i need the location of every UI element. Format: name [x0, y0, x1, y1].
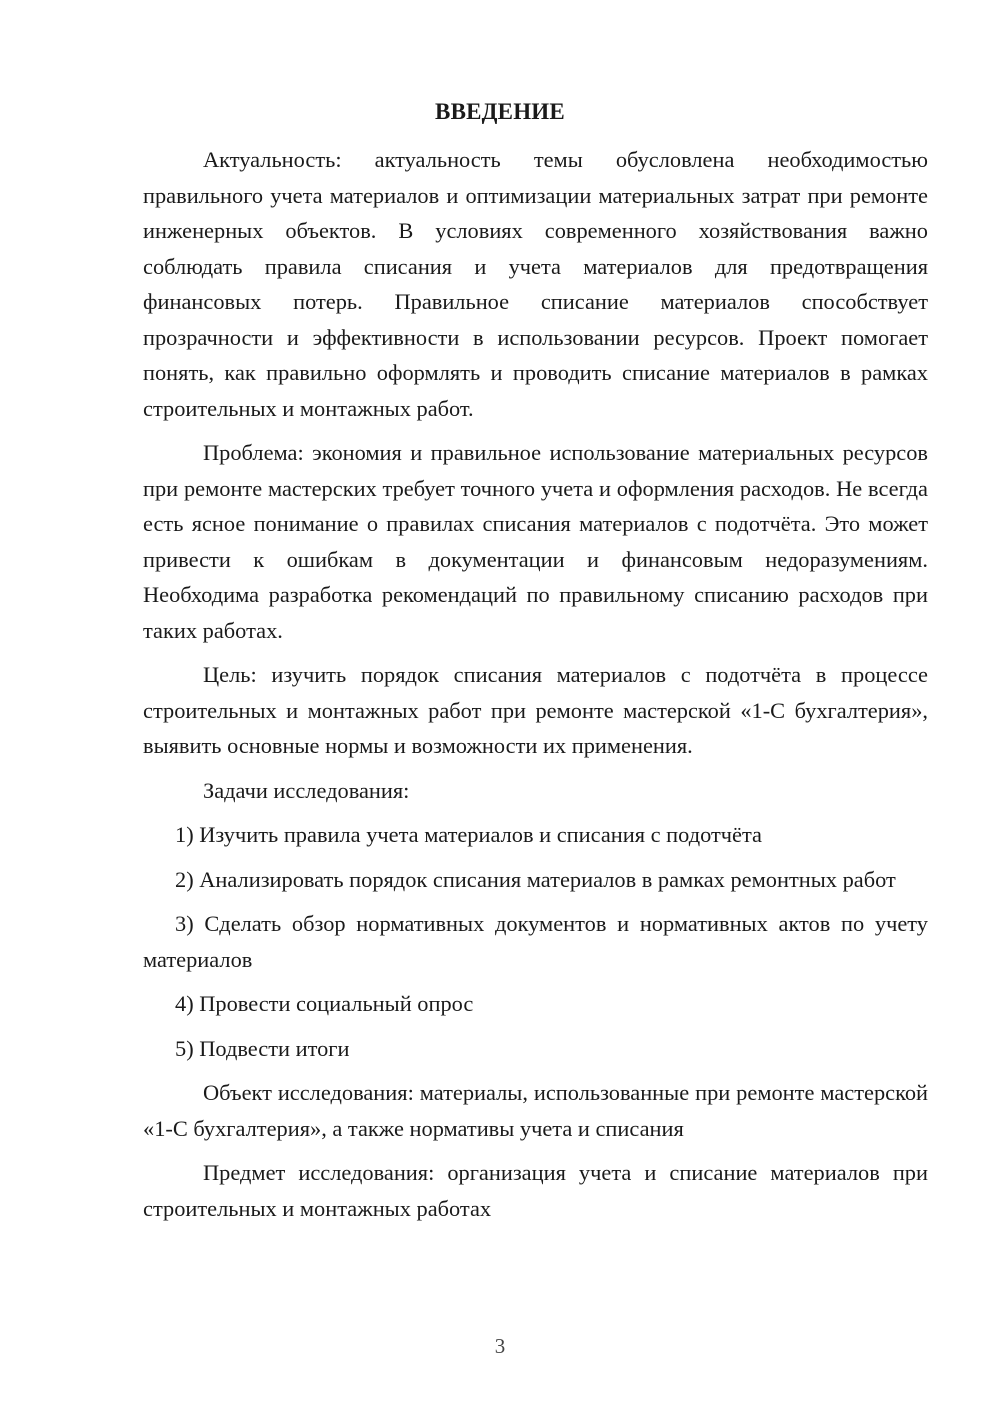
- paragraph-goal: Цель: изучить порядок списания материалов с подотчёта в процессе строительных и монтажных работ при ремонте мастерской «1-С бухгалтерия», выявить основные нормы и возможности их применения.: [143, 662, 928, 758]
- paragraph-subject: Предмет исследования: организация учета и списание материалов при строительных и монтажных работах: [143, 1160, 928, 1221]
- tasks-title: Задачи исследования:: [203, 777, 410, 803]
- paragraph-object: Объект исследования: материалы, использованные при ремонте мастерской «1-С бухгалтерия», а также нормативы учета и списания: [143, 1080, 928, 1141]
- page-title: ВВЕДЕНИЕ: [435, 99, 565, 124]
- paragraph-problem: Проблема: экономия и правильное использование материальных ресурсов при ремонте мастерских требует точного учета и оформления расходов. Не всегда есть ясное понимание о правилах списания материалов с подотчёта. Это может привести к ошибкам в документации и финансовым недоразумениям. Необходима разработка рекомендаций по правильному списанию расходов при таких работах.: [143, 440, 928, 643]
- task-item: 4) Провести социальный опрос: [175, 991, 474, 1016]
- task-item: 3) Сделать обзор нормативных документов и нормативных актов по учету материалов: [143, 911, 928, 972]
- task-item: 2) Анализировать порядок списания материалов в рамках ремонтных работ: [175, 866, 896, 892]
- paragraph-relevance: Актуальность: актуальность темы обусловлена необходимостью правильного учета материалов и оптимизации материальных затрат при ремонте инженерных объектов. В условиях современного хозяйствования важно соблюдать правила списания и учета материалов для предотвращения финансовых потерь. Правильное списание материалов способствует прозрачности и эффективности в использовании ресурсов. Проект помогает понять, как правильно оформлять и проводить списание материалов в рамках строительных и монтажных работ.: [143, 147, 928, 421]
- page-number: 3: [494, 1334, 506, 1358]
- task-item: 5) Подвести итоги: [175, 1035, 350, 1061]
- task-item: 1) Изучить правила учета материалов и списания с подотчёта: [175, 822, 762, 847]
- document-body: [143, 142, 928, 1235]
